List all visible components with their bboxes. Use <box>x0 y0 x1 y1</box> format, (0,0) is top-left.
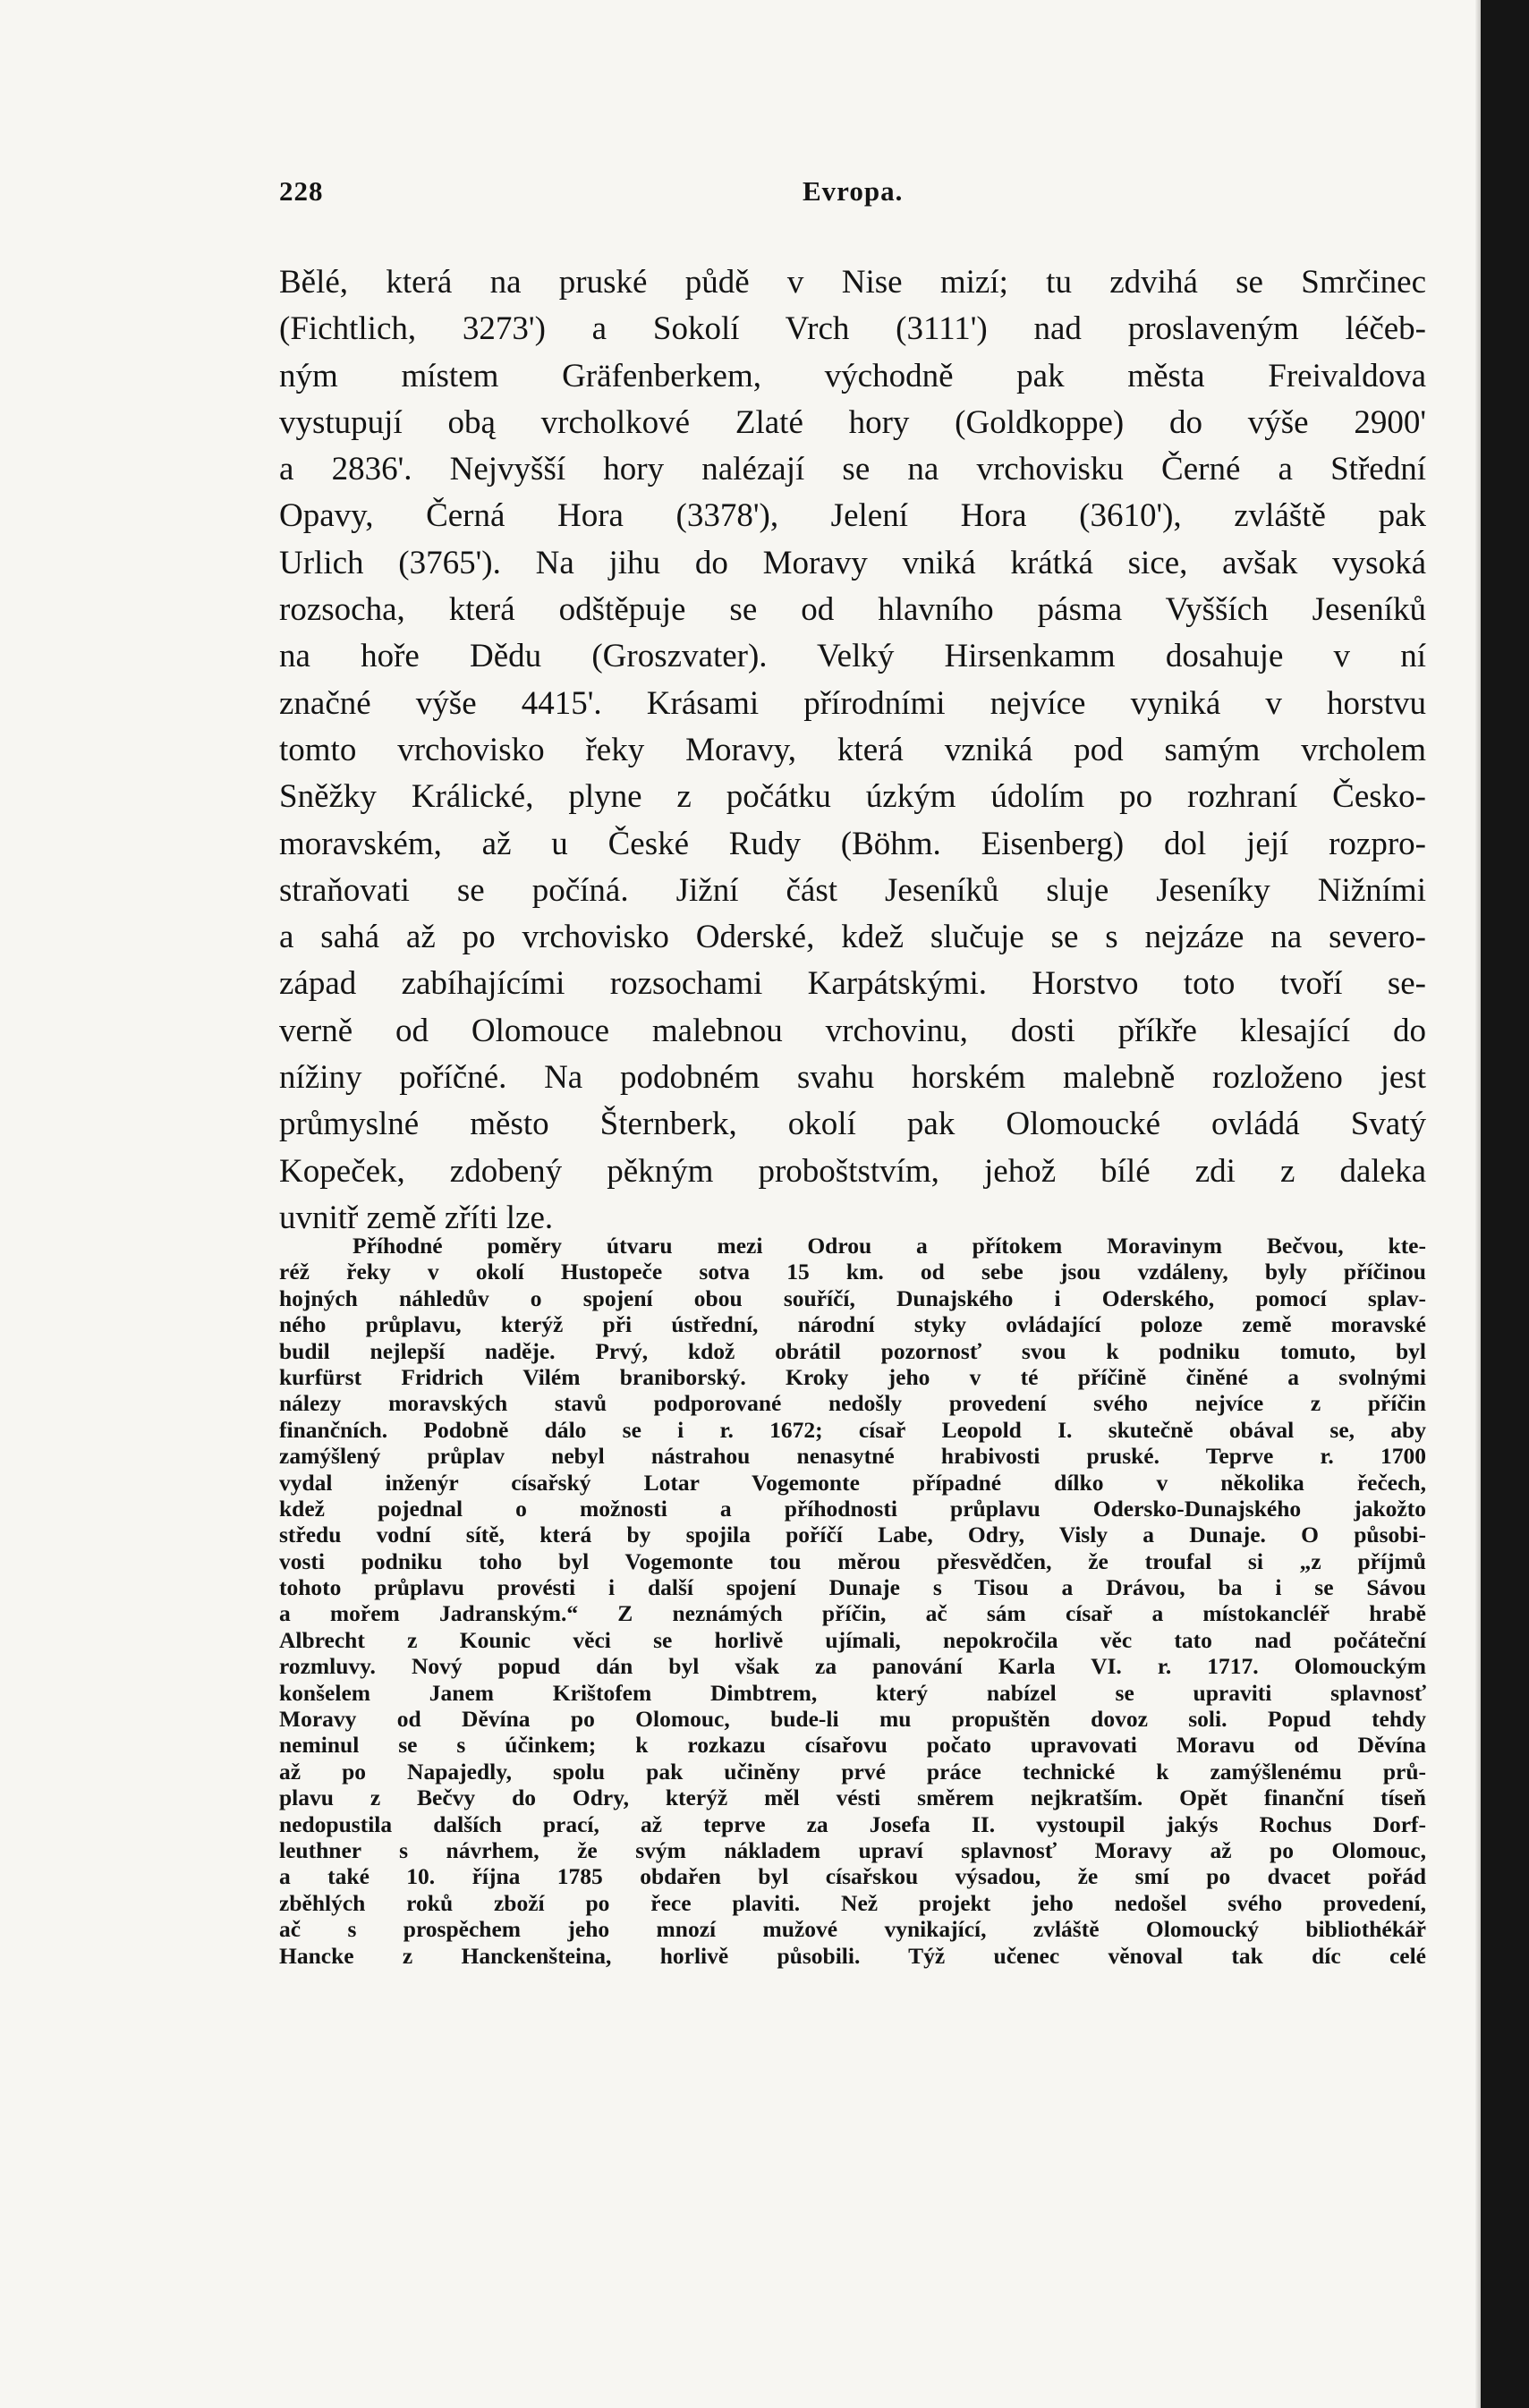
text-line: Kopeček, zdobený pěkným proboštstvím, jehož bílé zdi z daleka <box>279 1152 1426 1190</box>
text-line: nížiny poříčné. Na podobném svahu horském malebně rozloženo jest <box>279 1059 1426 1097</box>
footnote-line: ač s prospěchem jeho mnozí mužové vynikající, zvláště Olomoucký bibliothékář <box>279 1916 1426 1943</box>
text-line: Opavy, Černá Hora (3378'), Jelení Hora (3610'), zvláště pak <box>279 497 1426 535</box>
footnote-line: zamýšlený průplav nebyl nástrahou nenasytné hrabivosti pruské. Teprve r. 1700 <box>279 1443 1426 1470</box>
footnote-line: Moravy od Děvína po Olomouc, bude-li mu propuštěn dovoz soli. Popud tehdy <box>279 1706 1426 1733</box>
footnote-line: kdež pojednal o možnosti a příhodnosti průplavu Odersko-Dunajského jakožto <box>279 1495 1426 1522</box>
text-line: ným místem Gräfenberkem, východně pak města Freivaldova <box>279 357 1426 394</box>
footnote-line: vydal inženýr císařský Lotar Vogemonte případné dílko v několika řečech, <box>279 1469 1426 1496</box>
text-line: moravském, až u České Rudy (Böhm. Eisenberg) dol její rozpro- <box>279 825 1426 862</box>
footnote-line: ného průplavu, kterýž při ústřední, národní styky ovládající poloze země moravské <box>279 1311 1426 1338</box>
footnote-line: až po Napajedly, spolu pak učiněny prvé práce technické k zamýšlenému prů- <box>279 1758 1426 1785</box>
footnote-line: neminul se s účinkem; k rozkazu císařovu počato upravovati Moravu od Děvína <box>279 1732 1426 1759</box>
footnote-line: nálezy moravských stavů podporované nedošly provedení svého nejvíce z příčin <box>279 1390 1426 1417</box>
footnote-line: nedopustila dalších prací, až teprve za Josefa II. vystoupil jakýs Rochus Dorf- <box>279 1810 1426 1837</box>
footnote-line: rozmluvy. Nový popud dán byl však za panování Karla VI. r. 1717. Olomouckým <box>279 1653 1426 1680</box>
footnote <box>279 1233 1426 1969</box>
text-line: tomto vrchovisko řeky Moravy, která vzniká pod samým vrcholem <box>279 731 1426 768</box>
footnote-line: středu vodní sítě, která by spojila poříčí Labe, Odry, Visly a Dunaje. O působi- <box>279 1522 1426 1548</box>
text-line: a sahá až po vrchovisko Oderské, kdež slučuje se s nejzáze na severo- <box>279 919 1426 956</box>
footnote-line: a také 10. října 1785 obdařen byl císařskou výsadou, že smí po dvacet pořád <box>279 1863 1426 1890</box>
text-line: Sněžky Králické, plyne z počátku úzkým údolím po rozhraní Česko- <box>279 778 1426 816</box>
text-line: průmyslné město Šternberk, okolí pak Olomoucké ovládá Svatý <box>279 1106 1426 1143</box>
footnote-line: zběhlých roků zboží po řece plaviti. Než projekt jeho nedošel svého provedení, <box>279 1889 1426 1916</box>
footnote-line: vosti podniku toho byl Vogemonte tou měrou přesvědčen, že troufal si „z příjmů <box>279 1547 1426 1574</box>
page-number: 228 <box>279 175 324 207</box>
footnote-line: plavu z Bečvy do Odry, kterýž měl vésti směrem nejkratším. Opět finanční tíseň <box>279 1785 1426 1811</box>
text-line: rozsocha, která odštěpuje se od hlavního pásma Vyšších Jeseníků <box>279 591 1426 629</box>
text-line: vystupují obą vrcholkové Zlaté hory (Goldkoppe) do výše 2900' <box>279 403 1426 441</box>
text-line: (Fichtlich, 3273') a Sokolí Vrch (3111') nad proslaveným léčeb- <box>279 310 1426 348</box>
footnote-line: a mořem Jadranským.“ Z neznámých příčin, ač sám císař a místokancléř hrabě <box>279 1600 1426 1627</box>
footnote-line: Hancke z Hanckenšteina, horlivě působili. Týž učenec věnoval tak díc celé <box>279 1942 1426 1969</box>
text-line: Urlich (3765'). Na jihu do Moravy vniká krátká sice, avšak vysoká <box>279 544 1426 581</box>
footnote-line: budil nejlepší naděje. Prvý, kdož obrátil pozornosť svou k podniku tomuto, byl <box>279 1337 1426 1364</box>
text-line: západ zabíhajícími rozsochami Karpátskými. Horstvo toto tvoří se- <box>279 965 1426 1003</box>
page-header <box>279 175 1417 211</box>
text-line: značné výše 4415'. Krásami přírodními nejvíce vyniká v horstvu <box>279 684 1426 722</box>
text-line: na hoře Dědu (Groszvater). Velký Hirsenkamm dosahuje v ní <box>279 638 1426 675</box>
footnote-line: kurfürst Fridrich Vilém braniborský. Kroky jeho v té příčině činěné a svolnými <box>279 1363 1426 1390</box>
footnote-line: leuthner s návrhem, že svým nákladem upraví splavnosť Moravy až po Olomouc, <box>279 1836 1426 1863</box>
footnote-line: konšelem Janem Krištofem Dimbtrem, který nabízel se upraviti splavnosť <box>279 1679 1426 1706</box>
footnote-line: hojných náhledův o spojení obou souříčí, Dunajského i Oderského, pomocí splav- <box>279 1285 1426 1311</box>
scan-border <box>1481 0 1529 2408</box>
main-text <box>279 259 1426 1242</box>
text-line: a 2836'. Nejvyšší hory nalézají se na vrchovisku Černé a Střední <box>279 451 1426 488</box>
text-line-last: uvnitř země zříti lze. <box>279 1199 554 1236</box>
footnote-line: Příhodné poměry útvaru mezi Odrou a přítokem Moravinym Bečvou, kte- <box>353 1233 1426 1259</box>
text-line: Bělé, která na pruské půdě v Nise mizí; tu zdvihá se Smrčinec <box>279 264 1426 301</box>
text-line: straňovati se počíná. Jižní část Jeseníků sluje Jeseníky Nižními <box>279 871 1426 909</box>
footnote-line: tohoto průplavu provésti i další spojení Dunaje s Tisou a Drávou, ba i se Sávou <box>279 1574 1426 1601</box>
text-line: verně od Olomouce malebnou vrchovinu, dosti příkře klesající do <box>279 1012 1426 1049</box>
footnote-line: Albrecht z Kounic věci se horlivě ujímali, nepokročila věc tato nad počáteční <box>279 1626 1426 1653</box>
running-head: Evropa. <box>803 175 904 207</box>
footnote-line: réž řeky v okolí Hustopeče sotva 15 km. od sebe jsou vzdáleny, byly příčinou <box>279 1259 1426 1285</box>
footnote-line: finančních. Podobně dálo se i r. 1672; císař Leopold I. skutečně obával se, aby <box>279 1416 1426 1443</box>
